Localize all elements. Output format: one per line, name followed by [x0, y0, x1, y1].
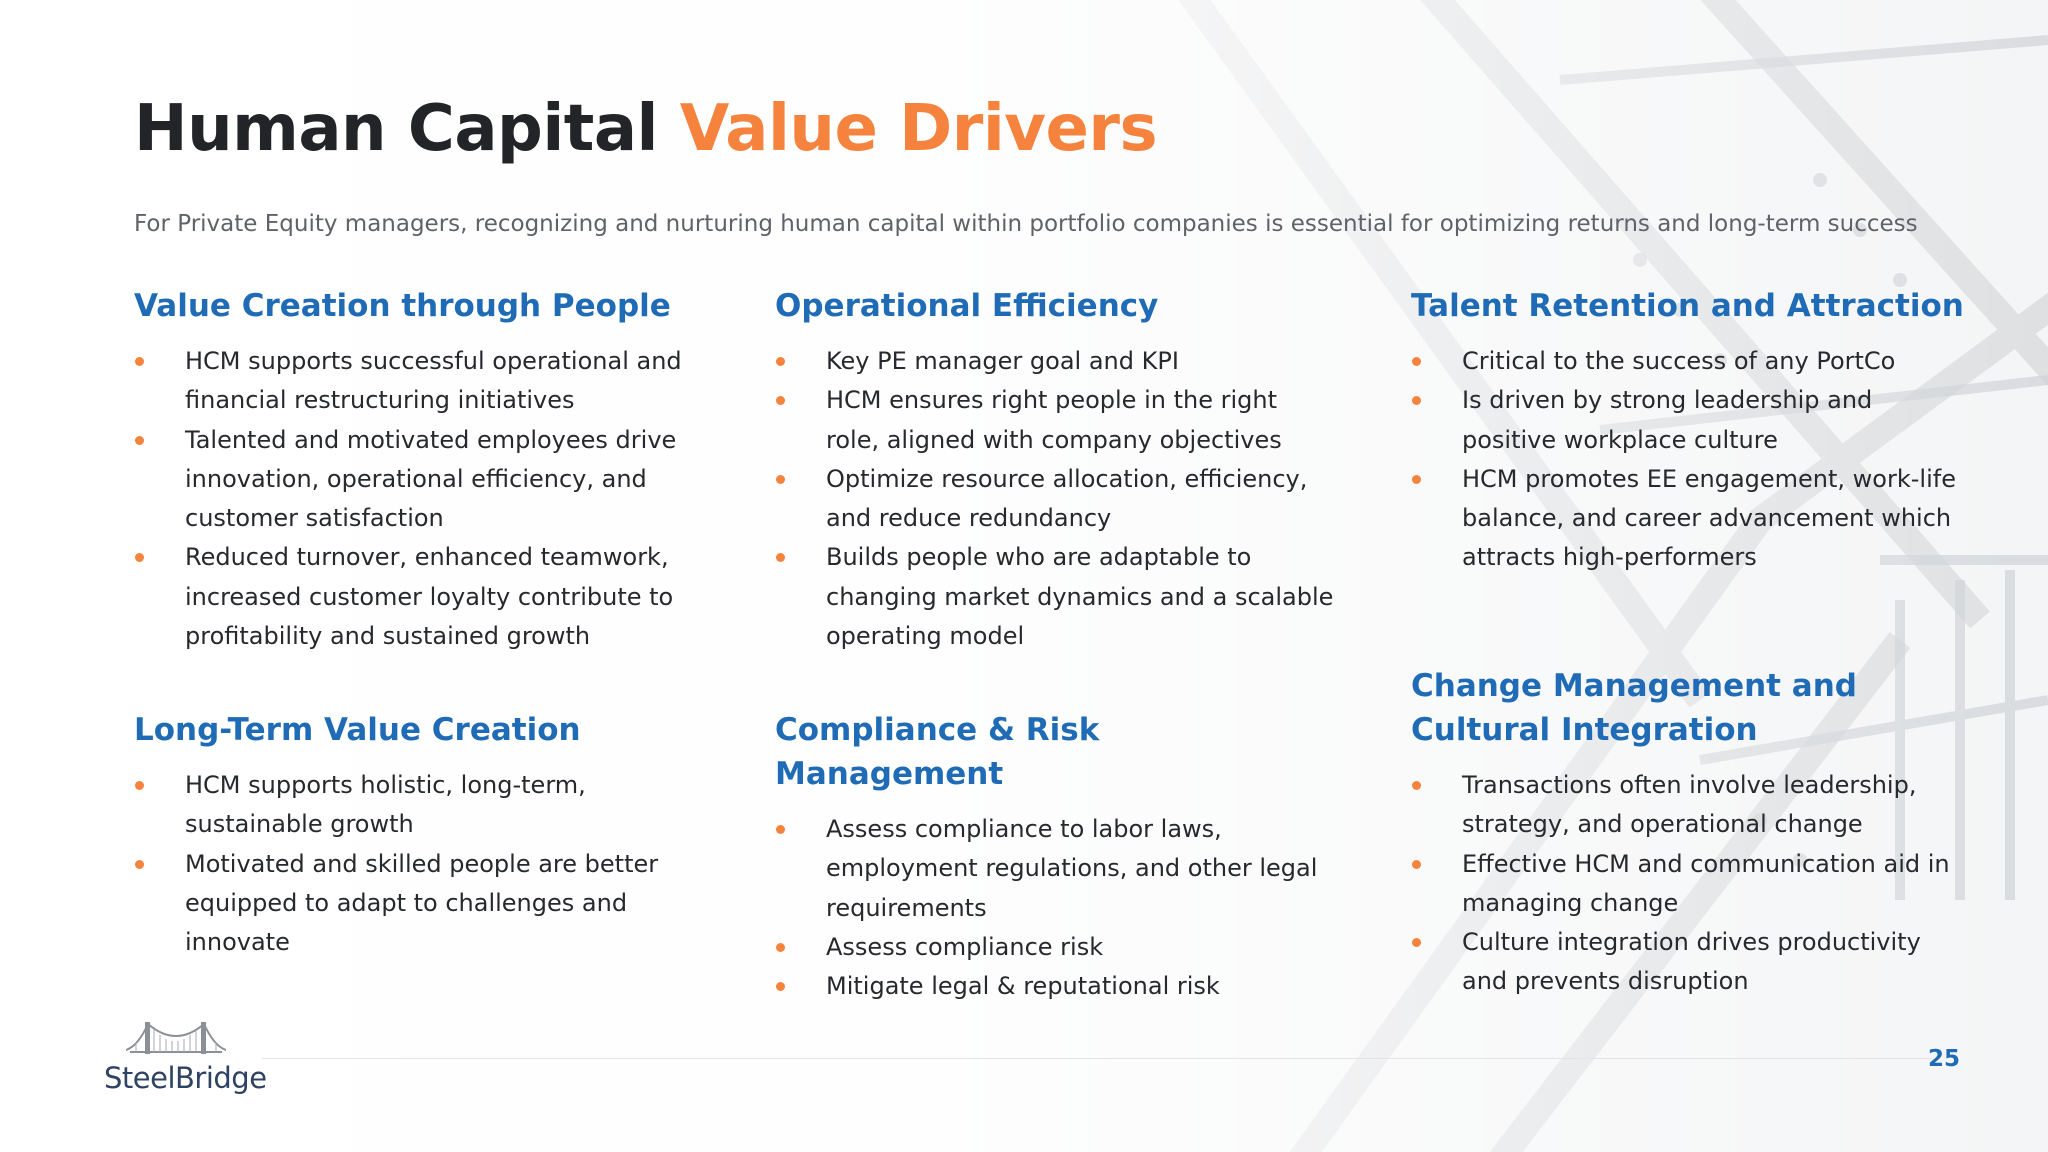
- bullet-dot-icon: [135, 357, 144, 366]
- bullet-dot-icon: [776, 475, 785, 484]
- bullet-list: [1411, 342, 1971, 578]
- section-heading: Compliance & Risk Management: [775, 712, 1100, 792]
- list-item: HCM supports holistic, long-term, sustainable growth: [134, 766, 694, 845]
- bridge-icon: [126, 1018, 226, 1060]
- section-talent-retention: [1411, 284, 1971, 578]
- bullet-dot-icon: [135, 553, 144, 562]
- list-item: Effective HCM and communication aid in managing change: [1411, 845, 1971, 924]
- bullet-dot-icon: [776, 982, 785, 991]
- list-item: HCM promotes EE engagement, work-life balance, and career advancement which attracts high-performers: [1411, 460, 1971, 578]
- bullet-list: [134, 342, 694, 656]
- section-change-management: [1411, 664, 1971, 1002]
- bullet-dot-icon: [776, 396, 785, 405]
- section-operational-efficiency: [775, 284, 1335, 656]
- logo-wordmark: SteelBridge: [104, 1061, 267, 1095]
- list-item: HCM supports successful operational and financial restructuring initiatives: [134, 342, 694, 421]
- list-item: HCM ensures right people in the right role, aligned with company objectives: [775, 381, 1335, 460]
- list-item: Optimize resource allocation, efficiency, and reduce redundancy: [775, 460, 1335, 539]
- title-main: Human Capital: [134, 92, 658, 166]
- bullet-list: [775, 342, 1335, 656]
- footer-divider: [262, 1058, 1932, 1059]
- company-logo: [100, 1018, 267, 1098]
- bullet-dot-icon: [1412, 475, 1421, 484]
- bullet-dot-icon: [1412, 396, 1421, 405]
- section-heading: Talent Retention and Attraction: [1411, 288, 1964, 324]
- bullet-dot-icon: [1412, 860, 1421, 869]
- title-accent: Value Drivers: [679, 92, 1158, 166]
- list-item: Key PE manager goal and KPI: [775, 342, 1335, 381]
- section-heading: Long-Term Value Creation: [134, 712, 581, 748]
- bullet-dot-icon: [1412, 357, 1421, 366]
- bullet-dot-icon: [135, 781, 144, 790]
- bullet-dot-icon: [776, 943, 785, 952]
- bullet-list: [134, 766, 694, 962]
- section-value-creation: [134, 284, 694, 656]
- section-long-term: [134, 708, 694, 962]
- list-item: Talented and motivated employees drive innovation, operational efficiency, and customer satisfaction: [134, 421, 694, 539]
- list-item: Motivated and skilled people are better equipped to adapt to challenges and innovate: [134, 845, 694, 963]
- section-compliance: [775, 708, 1335, 1006]
- list-item: Is driven by strong leadership and positive workplace culture: [1411, 381, 1971, 460]
- bullet-dot-icon: [776, 825, 785, 834]
- section-heading: Operational Efficiency: [775, 288, 1159, 324]
- section-heading: Change Management and Cultural Integration: [1411, 668, 1857, 748]
- bullet-dot-icon: [1412, 781, 1421, 790]
- list-item: Assess compliance to labor laws, employment regulations, and other legal requirements: [775, 810, 1335, 928]
- list-item: Critical to the success of any PortCo: [1411, 342, 1971, 381]
- list-item: Mitigate legal & reputational risk: [775, 967, 1335, 1006]
- bullet-dot-icon: [776, 553, 785, 562]
- page-subtitle: For Private Equity managers, recognizing and nurturing human capital within portfolio companies is essential for optimizing returns and long-term success: [134, 211, 1918, 237]
- list-item: Reduced turnover, enhanced teamwork, increased customer loyalty contribute to profitability and sustained growth: [134, 538, 694, 656]
- bullet-dot-icon: [1412, 938, 1421, 947]
- bullet-dot-icon: [135, 436, 144, 445]
- list-item: Builds people who are adaptable to changing market dynamics and a scalable operating model: [775, 538, 1335, 656]
- list-item: Transactions often involve leadership, strategy, and operational change: [1411, 766, 1971, 845]
- list-item: Assess compliance risk: [775, 928, 1335, 967]
- bullet-dot-icon: [776, 357, 785, 366]
- bullet-dot-icon: [135, 860, 144, 869]
- bullet-list: [775, 810, 1335, 1006]
- section-heading: Value Creation through People: [134, 288, 671, 324]
- bullet-list: [1411, 766, 1971, 1002]
- list-item: Culture integration drives productivity and prevents disruption: [1411, 923, 1971, 1002]
- page-title: [134, 88, 1157, 170]
- page-number: 25: [1927, 1046, 1960, 1072]
